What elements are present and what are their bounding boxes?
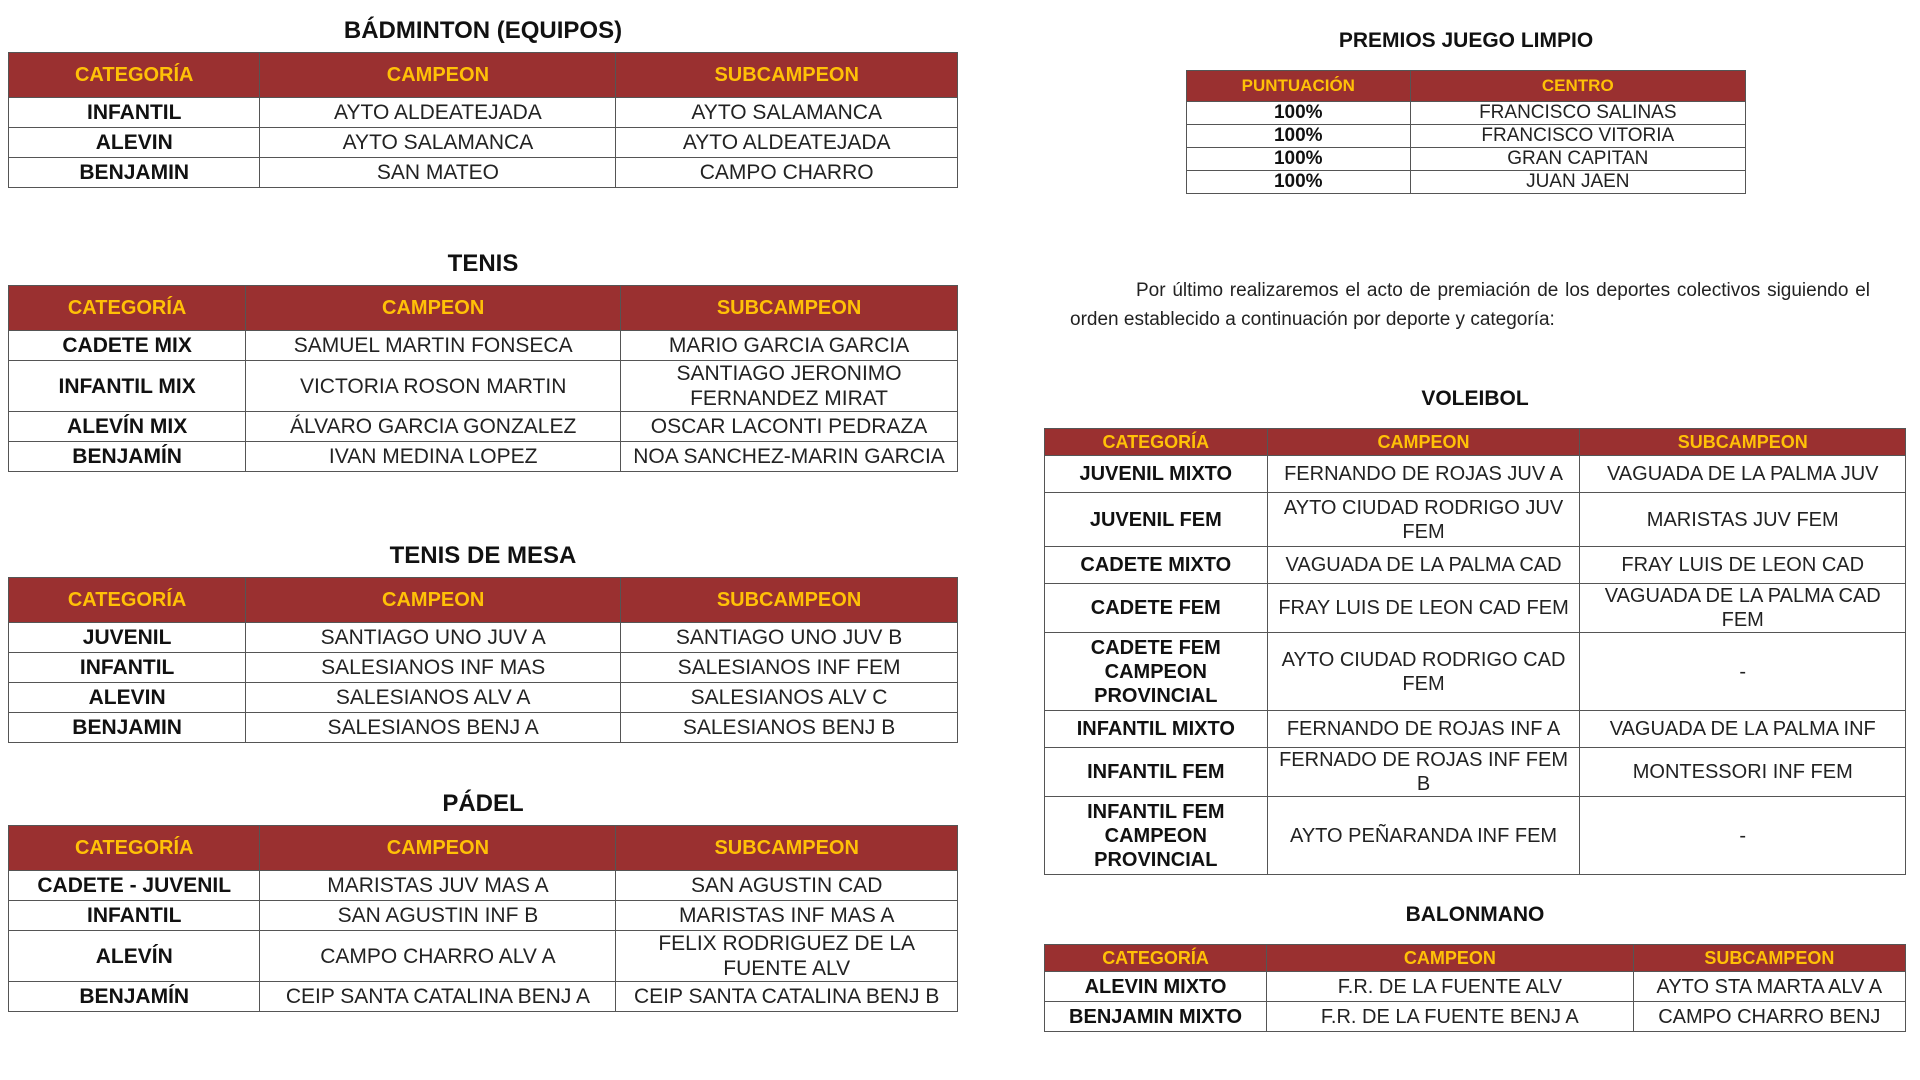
category-cell: INFANTIL MIX (9, 361, 246, 412)
category-cell: ALEVIN (9, 128, 260, 158)
runner-up-cell: SAN AGUSTIN CAD (616, 871, 958, 901)
score-cell: 100% (1187, 171, 1411, 194)
category-cell: INFANTIL (9, 98, 260, 128)
table-row (1187, 148, 1746, 171)
runner-up-cell: SALESIANOS INF FEM (621, 653, 958, 683)
champion-cell: SAMUEL MARTIN FONSECA (246, 331, 621, 361)
champion-cell: AYTO CIUDAD RODRIGO CAD FEM (1267, 633, 1580, 711)
runner-up-cell: SANTIAGO JERONIMO FERNANDEZ MIRAT (621, 361, 958, 412)
category-cell: CADETE MIX (9, 331, 246, 361)
runner-up-cell: VAGUADA DE LA PALMA CAD FEM (1580, 584, 1906, 633)
runner-up-cell: NOA SANCHEZ-MARIN GARCIA (621, 442, 958, 472)
category-cell: JUVENIL FEM (1045, 493, 1268, 547)
table-row (1045, 972, 1906, 1002)
header-categoria: CATEGORÍA (9, 578, 246, 623)
category-cell: BENJAMÍN (9, 442, 246, 472)
category-cell: BENJAMIN (9, 713, 246, 743)
header-subcampeon: SUBCAMPEON (1580, 429, 1906, 456)
table-row (9, 982, 958, 1012)
runner-up-cell: FELIX RODRIGUEZ DE LA FUENTE ALV (616, 931, 958, 982)
table-row (9, 623, 958, 653)
header-campeon: CAMPEON (1267, 429, 1580, 456)
table-row (1187, 171, 1746, 194)
runner-up-cell: - (1580, 633, 1906, 711)
score-cell: 100% (1187, 102, 1411, 125)
padel-title: PÁDEL (442, 790, 524, 817)
champion-cell: AYTO ALDEATEJADA (260, 98, 616, 128)
voleibol-title: VOLEIBOL (1421, 387, 1529, 410)
juego-limpio-title: PREMIOS JUEGO LIMPIO (1338, 29, 1594, 52)
category-cell: INFANTIL MIXTO (1045, 711, 1268, 748)
runner-up-cell: MARIO GARCIA GARCIA (621, 331, 958, 361)
header-subcampeon: SUBCAMPEON (621, 578, 958, 623)
balonmano-table (1044, 944, 1906, 1032)
table-row (9, 683, 958, 713)
table-row (1045, 797, 1906, 875)
juego-limpio-table (1186, 70, 1746, 194)
runner-up-cell: VAGUADA DE LA PALMA JUV (1580, 456, 1906, 493)
table-row (1045, 456, 1906, 493)
header-campeon: CAMPEON (1267, 945, 1634, 972)
table-row (1187, 125, 1746, 148)
champion-cell: SALESIANOS INF MAS (246, 653, 621, 683)
category-cell: JUVENIL MIXTO (1045, 456, 1268, 493)
table-row (1045, 584, 1906, 633)
table-row (9, 361, 958, 412)
balonmano-title: BALONMANO (1405, 903, 1545, 926)
table-row (1045, 493, 1906, 547)
champion-cell: ÁLVARO GARCIA GONZALEZ (246, 412, 621, 442)
voleibol-table (1044, 428, 1906, 875)
category-cell: INFANTIL (9, 901, 260, 931)
tenis-title: TENIS (447, 250, 519, 277)
runner-up-cell: CAMPO CHARRO (616, 158, 958, 188)
runner-up-cell: OSCAR LACONTI PEDRAZA (621, 412, 958, 442)
category-cell: BENJAMÍN (9, 982, 260, 1012)
score-cell: 100% (1187, 148, 1411, 171)
category-cell: CADETE FEM (1045, 584, 1268, 633)
table-row (1045, 1002, 1906, 1032)
header-categoria: CATEGORÍA (1045, 429, 1268, 456)
school-cell: FRANCISCO SALINAS (1410, 102, 1745, 125)
table-row (9, 653, 958, 683)
category-cell: BENJAMIN MIXTO (1045, 1002, 1267, 1032)
champion-cell: SANTIAGO UNO JUV A (246, 623, 621, 653)
champion-cell: AYTO SALAMANCA (260, 128, 616, 158)
category-cell: INFANTIL (9, 653, 246, 683)
table-row (9, 158, 958, 188)
table-row (9, 901, 958, 931)
table-row (9, 871, 958, 901)
voleibol-section (1044, 384, 1906, 875)
header-subcampeon: SUBCAMPEON (621, 286, 958, 331)
category-cell: CADETE MIXTO (1045, 547, 1268, 584)
runner-up-cell: MARISTAS INF MAS A (616, 901, 958, 931)
runner-up-cell: MARISTAS JUV FEM (1580, 493, 1906, 547)
tenis-mesa-table (8, 577, 958, 743)
header-campeon: CAMPEON (246, 286, 621, 331)
runner-up-cell: FRAY LUIS DE LEON CAD (1580, 547, 1906, 584)
table-row (9, 331, 958, 361)
header-subcampeon: SUBCAMPEON (616, 826, 958, 871)
table-row (1045, 547, 1906, 584)
header-categoria: CATEGORÍA (1045, 945, 1267, 972)
badminton-section (8, 16, 958, 188)
category-cell: ALEVIN (9, 683, 246, 713)
table-row (1045, 711, 1906, 748)
tenis-section (8, 249, 958, 472)
table-row (9, 128, 958, 158)
runner-up-cell: AYTO SALAMANCA (616, 98, 958, 128)
champion-cell: FRAY LUIS DE LEON CAD FEM (1267, 584, 1580, 633)
category-cell: CADETE FEM CAMPEON PROVINCIAL (1045, 633, 1268, 711)
champion-cell: CEIP SANTA CATALINA BENJ A (260, 982, 616, 1012)
runner-up-cell: VAGUADA DE LA PALMA INF (1580, 711, 1906, 748)
category-cell: JUVENIL (9, 623, 246, 653)
tenis-mesa-title: TENIS DE MESA (389, 542, 577, 569)
padel-table (8, 825, 958, 1012)
header-categoria: CATEGORÍA (9, 53, 260, 98)
table-row (9, 98, 958, 128)
champion-cell: CAMPO CHARRO ALV A (260, 931, 616, 982)
champion-cell: AYTO PEÑARANDA INF FEM (1267, 797, 1580, 875)
table-row (1045, 633, 1906, 711)
champion-cell: MARISTAS JUV MAS A (260, 871, 616, 901)
category-cell: BENJAMIN (9, 158, 260, 188)
header-puntuacion: PUNTUACIÓN (1187, 71, 1411, 102)
table-row (1045, 748, 1906, 797)
category-cell: ALEVIN MIXTO (1045, 972, 1267, 1002)
category-cell: CADETE - JUVENIL (9, 871, 260, 901)
champion-cell: SALESIANOS ALV A (246, 683, 621, 713)
champion-cell: IVAN MEDINA LOPEZ (246, 442, 621, 472)
category-cell: INFANTIL FEM CAMPEON PROVINCIAL (1045, 797, 1268, 875)
runner-up-cell: SALESIANOS BENJ B (621, 713, 958, 743)
category-cell: INFANTIL FEM (1045, 748, 1268, 797)
header-centro: CENTRO (1410, 71, 1745, 102)
runner-up-cell: - (1580, 797, 1906, 875)
champion-cell: AYTO CIUDAD RODRIGO JUV FEM (1267, 493, 1580, 547)
table-row (9, 931, 958, 982)
runner-up-cell: SALESIANOS ALV C (621, 683, 958, 713)
champion-cell: SALESIANOS BENJ A (246, 713, 621, 743)
champion-cell: FERNADO DE ROJAS INF FEM B (1267, 748, 1580, 797)
header-campeon: CAMPEON (260, 826, 616, 871)
champion-cell: F.R. DE LA FUENTE BENJ A (1267, 1002, 1634, 1032)
runner-up-cell: AYTO ALDEATEJADA (616, 128, 958, 158)
header-campeon: CAMPEON (246, 578, 621, 623)
champion-cell: VICTORIA ROSON MARTIN (246, 361, 621, 412)
table-row (1187, 102, 1746, 125)
score-cell: 100% (1187, 125, 1411, 148)
runner-up-cell: AYTO STA MARTA ALV A (1633, 972, 1905, 1002)
champion-cell: FERNANDO DE ROJAS JUV A (1267, 456, 1580, 493)
tenis-mesa-section (8, 541, 958, 743)
badminton-title: BÁDMINTON (EQUIPOS) (343, 17, 623, 44)
runner-up-cell: CAMPO CHARRO BENJ (1633, 1002, 1905, 1032)
balonmano-section (1044, 900, 1906, 1032)
runner-up-cell: SANTIAGO UNO JUV B (621, 623, 958, 653)
tenis-table (8, 285, 958, 472)
champion-cell: SAN MATEO (260, 158, 616, 188)
header-subcampeon: SUBCAMPEON (1633, 945, 1905, 972)
school-cell: JUAN JAEN (1410, 171, 1745, 194)
category-cell: ALEVÍN MIX (9, 412, 246, 442)
school-cell: GRAN CAPITAN (1410, 148, 1745, 171)
header-campeon: CAMPEON (260, 53, 616, 98)
runner-up-cell: CEIP SANTA CATALINA BENJ B (616, 982, 958, 1012)
header-categoria: CATEGORÍA (9, 286, 246, 331)
padel-section (8, 789, 958, 1012)
champion-cell: VAGUADA DE LA PALMA CAD (1267, 547, 1580, 584)
champion-cell: F.R. DE LA FUENTE ALV (1267, 972, 1634, 1002)
champion-cell: SAN AGUSTIN INF B (260, 901, 616, 931)
header-categoria: CATEGORÍA (9, 826, 260, 871)
table-row (9, 713, 958, 743)
juego-limpio-section (1186, 26, 1746, 194)
runner-up-cell: MONTESSORI INF FEM (1580, 748, 1906, 797)
category-cell: ALEVÍN (9, 931, 260, 982)
intro-paragraph: Por último realizaremos el acto de premiación de los deportes colectivos siguiendo el orden establecido a continuación por deporte y categoría: (1070, 280, 1870, 330)
badminton-table (8, 52, 958, 188)
school-cell: FRANCISCO VITORIA (1410, 125, 1745, 148)
table-row (9, 442, 958, 472)
table-row (9, 412, 958, 442)
champion-cell: FERNANDO DE ROJAS INF A (1267, 711, 1580, 748)
header-subcampeon: SUBCAMPEON (616, 53, 958, 98)
